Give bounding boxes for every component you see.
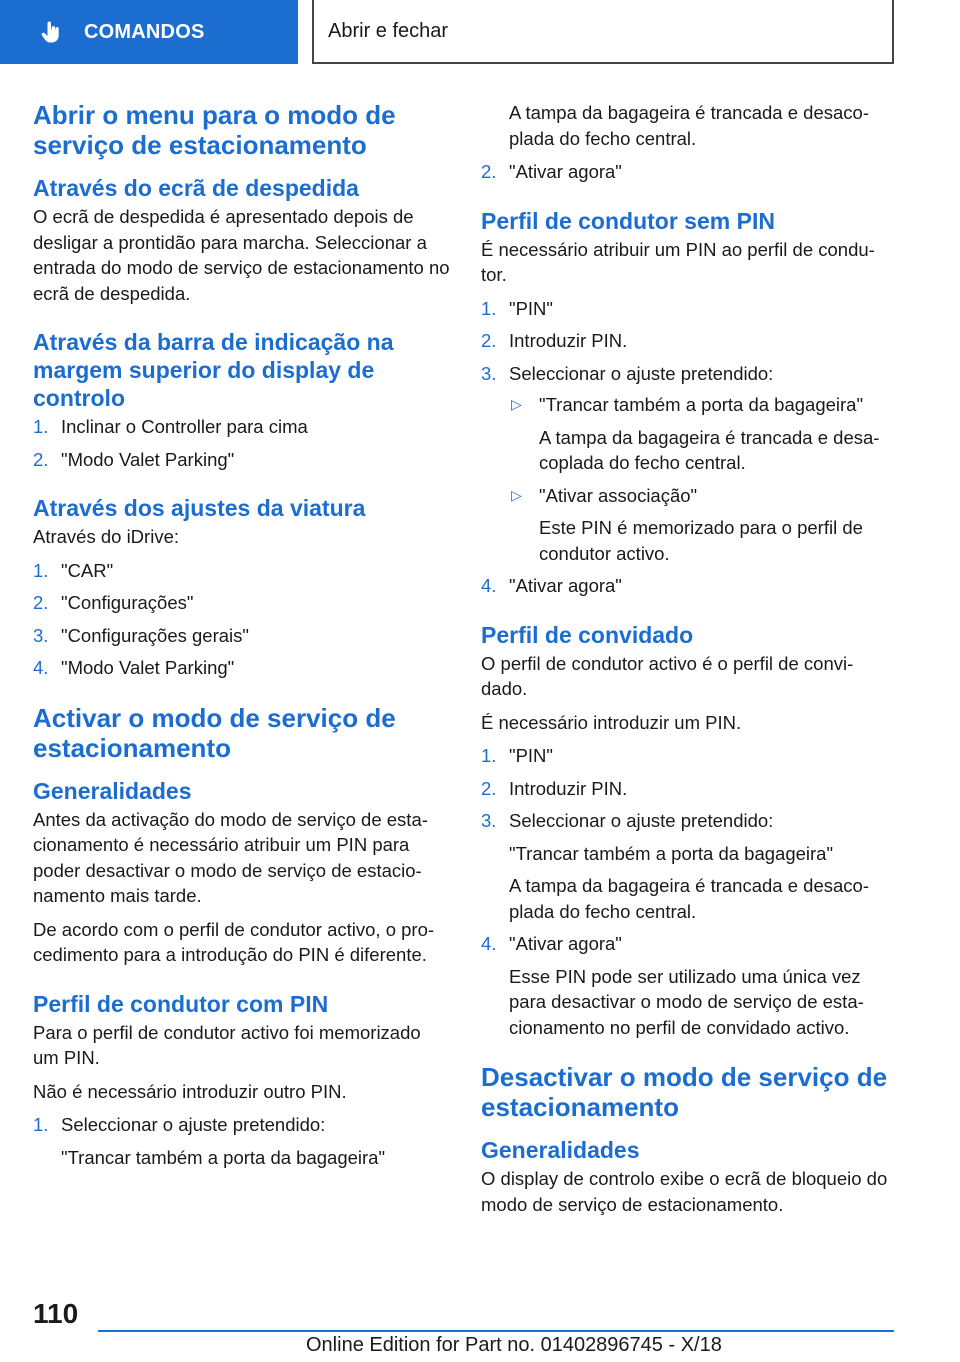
heading-vehicle-settings: Através dos ajustes da viatura: [33, 495, 366, 521]
paragraph: Antes da activação do modo de serviço de esta-cionamento é necessário atribuir um PIN para poder desactivar o modo de serviço de estacio-namento mais tarde.: [33, 808, 428, 906]
step-text: Seleccionar o ajuste pretendido:: [509, 362, 774, 384]
list-item: [481, 361, 891, 567]
step-list: [33, 1112, 451, 1170]
heading-general: Generalidades: [481, 1137, 640, 1163]
step-number: 4.: [481, 575, 497, 596]
step-number: 4.: [481, 933, 497, 954]
step-subtext: A tampa da bagageira é trancada e desaco-plada do fecho central.: [509, 875, 869, 922]
heading-profile-with-pin: Perfil de condutor com PIN: [33, 990, 329, 1017]
step-list: [481, 159, 891, 185]
step-number: 1.: [33, 559, 49, 581]
paragraph: É necessário atribuir um PIN ao perfil de condu-tor.: [481, 238, 875, 285]
option-subtext: Este PIN é memorizado para o perfil de condutor activo.: [539, 517, 863, 564]
step-text: "Ativar agora": [509, 575, 622, 596]
list-item: [33, 623, 451, 649]
option-text: "Trancar também a porta da bagageira": [539, 394, 864, 415]
heading-general: Generalidades: [33, 777, 192, 804]
list-item: [481, 931, 891, 1040]
option-subtext: A tampa da bagageira é trancada e desa-coplada do fecho central.: [539, 426, 880, 473]
footer-edition: Online Edition for Part no. 01402896745 - X/18: [306, 1334, 722, 1356]
page-number: 110: [33, 1298, 79, 1329]
heading-deactivate: Desactivar o modo de serviço de estacionamento: [481, 1062, 888, 1122]
step-number: 1.: [33, 1114, 49, 1135]
triangle-bullet-icon: ▷: [511, 396, 522, 412]
option-item: [509, 483, 891, 567]
step-subtext: "Trancar também a porta da bagageira": [509, 842, 834, 864]
paragraph: Para o perfil de condutor activo foi memorizado um PIN.: [33, 1021, 421, 1068]
heading-guest-profile: Perfil de convidado: [481, 621, 694, 648]
step-number: 4.: [33, 657, 49, 678]
step-number: 3.: [33, 624, 49, 646]
paragraph: Não é necessário introduzir outro PIN.: [33, 1080, 347, 1102]
list-item: [33, 1112, 451, 1170]
section-label: Abrir e fechar: [328, 19, 449, 42]
list-item: [481, 808, 891, 924]
step-text: "Modo Valet Parking": [61, 448, 235, 470]
heading-open-menu: Abrir o menu para o modo de serviço de estacionamento: [33, 100, 396, 160]
step-text: Seleccionar o ajuste pretendido:: [61, 1114, 326, 1135]
step-list: [481, 296, 891, 599]
list-item: [33, 655, 451, 681]
step-text: Seleccionar o ajuste pretendido:: [509, 810, 774, 831]
list-item: [481, 328, 891, 354]
list-item: [33, 590, 451, 616]
step-text: Inclinar o Controller para cima: [61, 416, 308, 437]
list-item: [481, 573, 891, 599]
paragraph: A tampa da bagageira é trancada e desaco-plada do fecho central.: [509, 102, 869, 149]
step-number: 1.: [481, 745, 497, 766]
step-text: "CAR": [61, 559, 114, 581]
paragraph: Através do iDrive:: [33, 526, 179, 547]
footer-divider: [98, 1330, 894, 1332]
triangle-bullet-icon: ▷: [511, 486, 522, 503]
option-text: "Ativar associação": [539, 484, 698, 506]
step-number: 2.: [33, 592, 49, 613]
step-text: "Modo Valet Parking": [61, 657, 235, 678]
paragraph: O display de controlo exibe o ecrã de bloqueio do modo de serviço de estacionamento.: [481, 1168, 888, 1215]
page-header: [0, 0, 960, 66]
option-item: [509, 392, 891, 476]
step-number: 2.: [481, 161, 497, 182]
step-text: Introduzir PIN.: [509, 330, 628, 351]
step-text: Introduzir PIN.: [509, 777, 628, 799]
step-subtext: Esse PIN pode ser utilizado uma única vez para desactivar o modo de serviço de esta-cionamento no perfil de convidado activo.: [509, 965, 864, 1038]
heading-profile-without-pin: Perfil de condutor sem PIN: [481, 207, 775, 234]
step-number: 2.: [481, 330, 497, 351]
paragraph: De acordo com o perfil de condutor activo, o pro-cedimento para a introdução do PIN é diferente.: [33, 918, 435, 965]
step-number: 1.: [33, 416, 49, 437]
step-text: "Ativar agora": [509, 161, 622, 182]
section-tab: [312, 0, 894, 64]
step-subtext: "Trancar também a porta da bagageira": [61, 1146, 386, 1168]
step-number: 2.: [481, 777, 497, 799]
paragraph: O ecrã de despedida é apresentado depois de desligar a prontidão para marcha. Seleccionar a entrada do modo de serviço de estacionamento no ecrã de despedida.: [33, 206, 450, 304]
step-number: 3.: [481, 362, 497, 384]
list-item: [33, 558, 451, 584]
step-number: 2.: [33, 448, 49, 470]
step-list: [481, 743, 891, 1040]
step-list: [33, 558, 451, 681]
hand-pointer-icon: [36, 17, 66, 47]
step-text: "PIN": [509, 745, 553, 766]
paragraph: O perfil de condutor activo é o perfil de convi-dado.: [481, 652, 854, 699]
right-column: [481, 100, 891, 1225]
left-column: [33, 100, 451, 1177]
step-text: "Configurações": [61, 592, 194, 613]
chapter-label: COMANDOS: [84, 20, 205, 43]
step-text: "Configurações gerais": [61, 624, 249, 646]
heading-status-bar: Através da barra de indicação na margem superior do display de controlo: [33, 329, 394, 411]
list-item: [33, 447, 451, 473]
heading-farewell-screen: Através do ecrã de despedida: [33, 175, 359, 201]
heading-activate: Activar o modo de serviço de estacionamento: [33, 702, 396, 763]
list-item: [33, 414, 451, 440]
list-item: [481, 296, 891, 322]
paragraph: É necessário introduzir um PIN.: [481, 711, 742, 733]
step-number: 1.: [481, 297, 497, 319]
step-text: "Ativar agora": [509, 933, 622, 954]
option-list: [509, 392, 891, 566]
list-item: [481, 776, 891, 802]
chapter-tab[interactable]: [0, 0, 298, 64]
step-text: "PIN": [509, 297, 553, 319]
list-item: [481, 743, 891, 769]
list-item: [481, 159, 891, 185]
step-number: 3.: [481, 810, 497, 831]
step-list: [33, 414, 451, 472]
